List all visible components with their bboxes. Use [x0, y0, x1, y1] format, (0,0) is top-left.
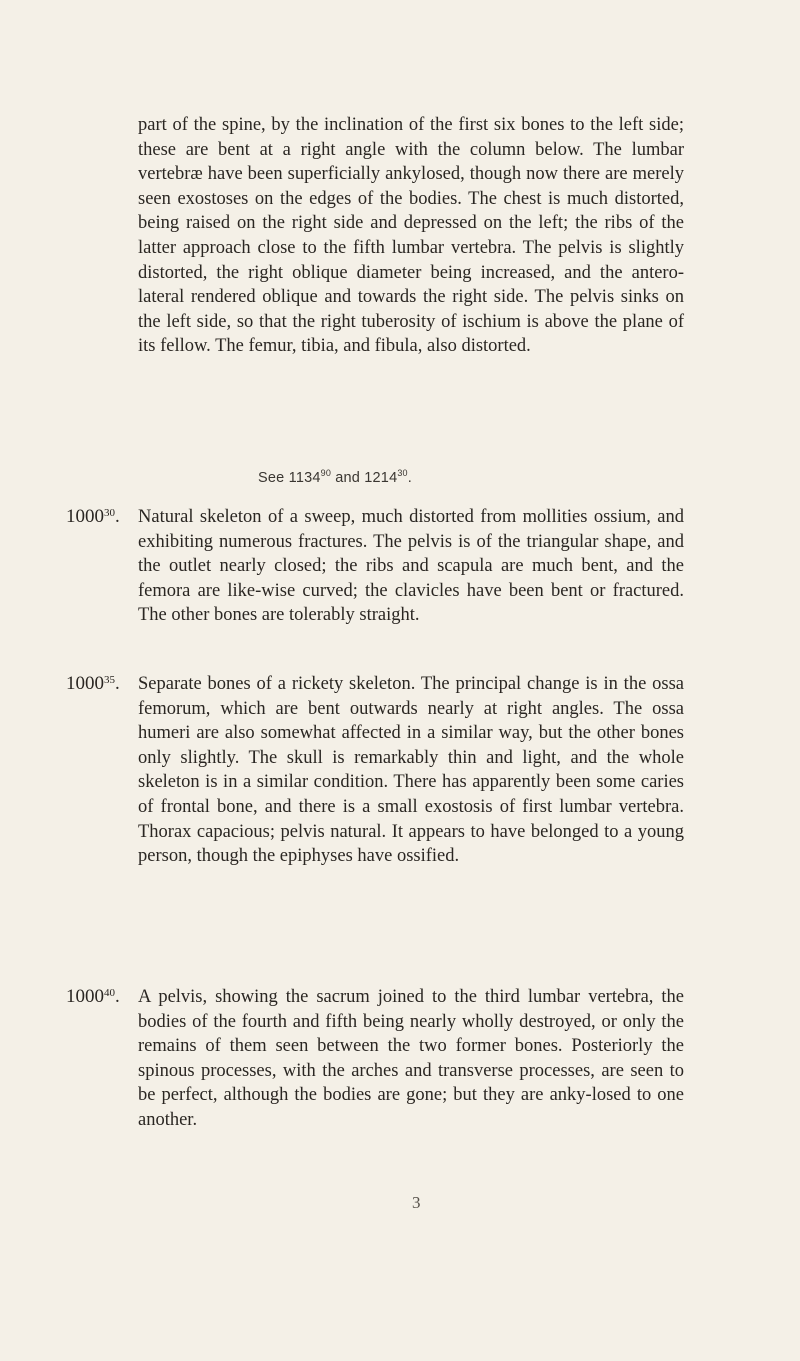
entry-number [66, 672, 120, 697]
entry-description: Separate bones of a rickety skeleton. The principal change is in the ossa femorum, which are bent outwards nearly at right angles. The ossa humeri are also somewhat affected in a similar way, but the other bones only slightly. The skull is remarkably thin and light, and the whole skeleton is in a similar condition. There has apparently been some caries of frontal bone, and there is a small exostosis of first lumbar vertebra. Thorax capacious; pelvis natural. It appears to have belonged to a young person, though the epiphyses have ossified. [138, 674, 684, 867]
entry-number-sup: 40 [104, 987, 115, 999]
cross-reference-sup-2: 30 [397, 468, 408, 478]
entry-number [66, 985, 120, 1010]
entry-number-suffix: . [115, 506, 120, 527]
entry-number-base: 1000 [66, 673, 104, 694]
cross-reference-sup-1: 90 [320, 468, 332, 478]
cross-reference [258, 468, 412, 486]
catalogue-entry [66, 985, 686, 1133]
entry-description: Natural skeleton of a sweep, much distorted from mollities ossium, and exhibiting numerous fractures. The pelvis is of the triangular shape, and the outlet nearly closed; the ribs and scapula are much bent, and the femora are like-wise curved; the clavicles have been bent or fractured. The other bones are tolerably straight. [138, 507, 684, 626]
entry-number-base: 1000 [66, 986, 104, 1007]
cross-reference-prefix: See 1134 [258, 469, 321, 486]
entry-description: A pelvis, showing the sacrum joined to the third lumbar vertebra, the bodies of the fourth and fifth being nearly wholly destroyed, or only the remains of them seen between the two former bones. Posteriorly the spinous processes, with the arches and transverse processes, are seen to be perfect, although the bodies are gone; but they are anky-losed to one another. [138, 987, 684, 1130]
entry-number-sup: 30 [104, 507, 115, 519]
page-number: 3 [412, 1193, 421, 1212]
continuation-paragraph: part of the spine, by the inclination of the first six bones to the left side; these are bent at a right angle with the column below. The lumbar vertebræ have been superficially ankylosed, though now there are merely seen exostoses on the edges of the bodies. The chest is much distorted, being raised on the right side and depressed on the left; the ribs of the latter approach close to the fifth lumbar vertebra. The pelvis is slightly distorted, the right oblique diameter being increased, and the antero-lateral rendered oblique and towards the right side. The pelvis sinks on the left side, so that the right tuberosity of ischium is above the plane of its fellow. The femur, tibia, and fibula, also distorted. [138, 115, 684, 357]
catalogue-entry [66, 672, 686, 869]
cross-reference-middle: and 1214 [331, 469, 398, 486]
entry-number-sup: 35 [104, 674, 115, 686]
entry-number-suffix: . [115, 673, 120, 694]
cross-reference-suffix: . [407, 469, 412, 486]
entry-number [66, 505, 120, 530]
entry-number-suffix: . [115, 986, 120, 1007]
entry-number-base: 1000 [66, 506, 104, 527]
catalogue-entry [66, 505, 686, 628]
